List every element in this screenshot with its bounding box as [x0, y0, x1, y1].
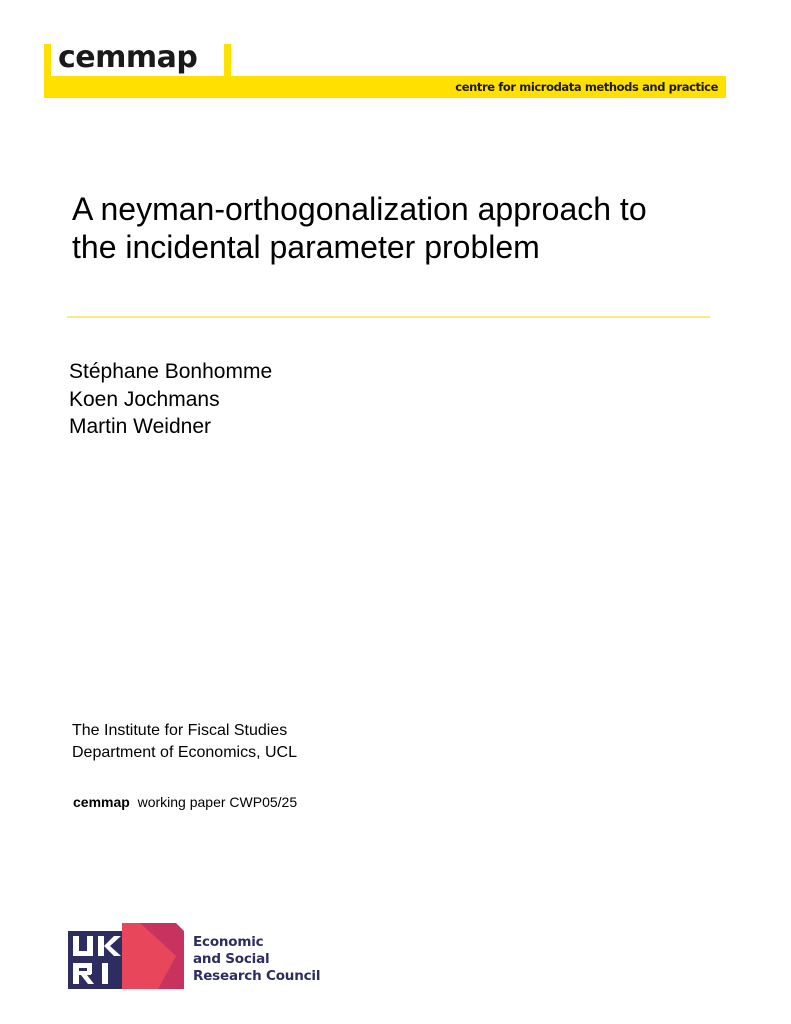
- paper-title: [72, 190, 732, 266]
- esrc-name-line: and Social: [193, 951, 270, 967]
- working-paper-label: working paper CWP05/25: [137, 794, 298, 810]
- esrc-name-line: Economic: [193, 934, 264, 950]
- affiliation-line: Department of Economics, UCL: [72, 744, 297, 761]
- author-list: [69, 358, 272, 441]
- working-paper-brand: cemmap: [73, 794, 130, 810]
- affiliation-block: [72, 720, 297, 764]
- paper-title-line-2: the incidental parameter problem: [72, 229, 540, 265]
- ukri-logo-icon: [68, 923, 184, 989]
- author-name: Stéphane Bonhomme: [69, 360, 273, 383]
- cemmap-tagline: centre for microdata methods and practice: [455, 80, 718, 94]
- esrc-name: [193, 934, 320, 985]
- title-divider: [67, 316, 710, 318]
- author-name: Koen Jochmans: [69, 387, 220, 411]
- cemmap-header-banner: [44, 40, 726, 98]
- paper-title-line-1: A neyman-orthogonalization approach to: [72, 191, 647, 227]
- cemmap-logo-text: cemmap: [58, 40, 198, 75]
- affiliation-line: The Institute for Fiscal Studies: [72, 722, 288, 739]
- banner-bracket-right: [224, 44, 231, 76]
- esrc-name-line: Research Council: [193, 968, 321, 984]
- working-paper-number: [73, 793, 297, 811]
- author-name: Martin Weidner: [69, 415, 211, 438]
